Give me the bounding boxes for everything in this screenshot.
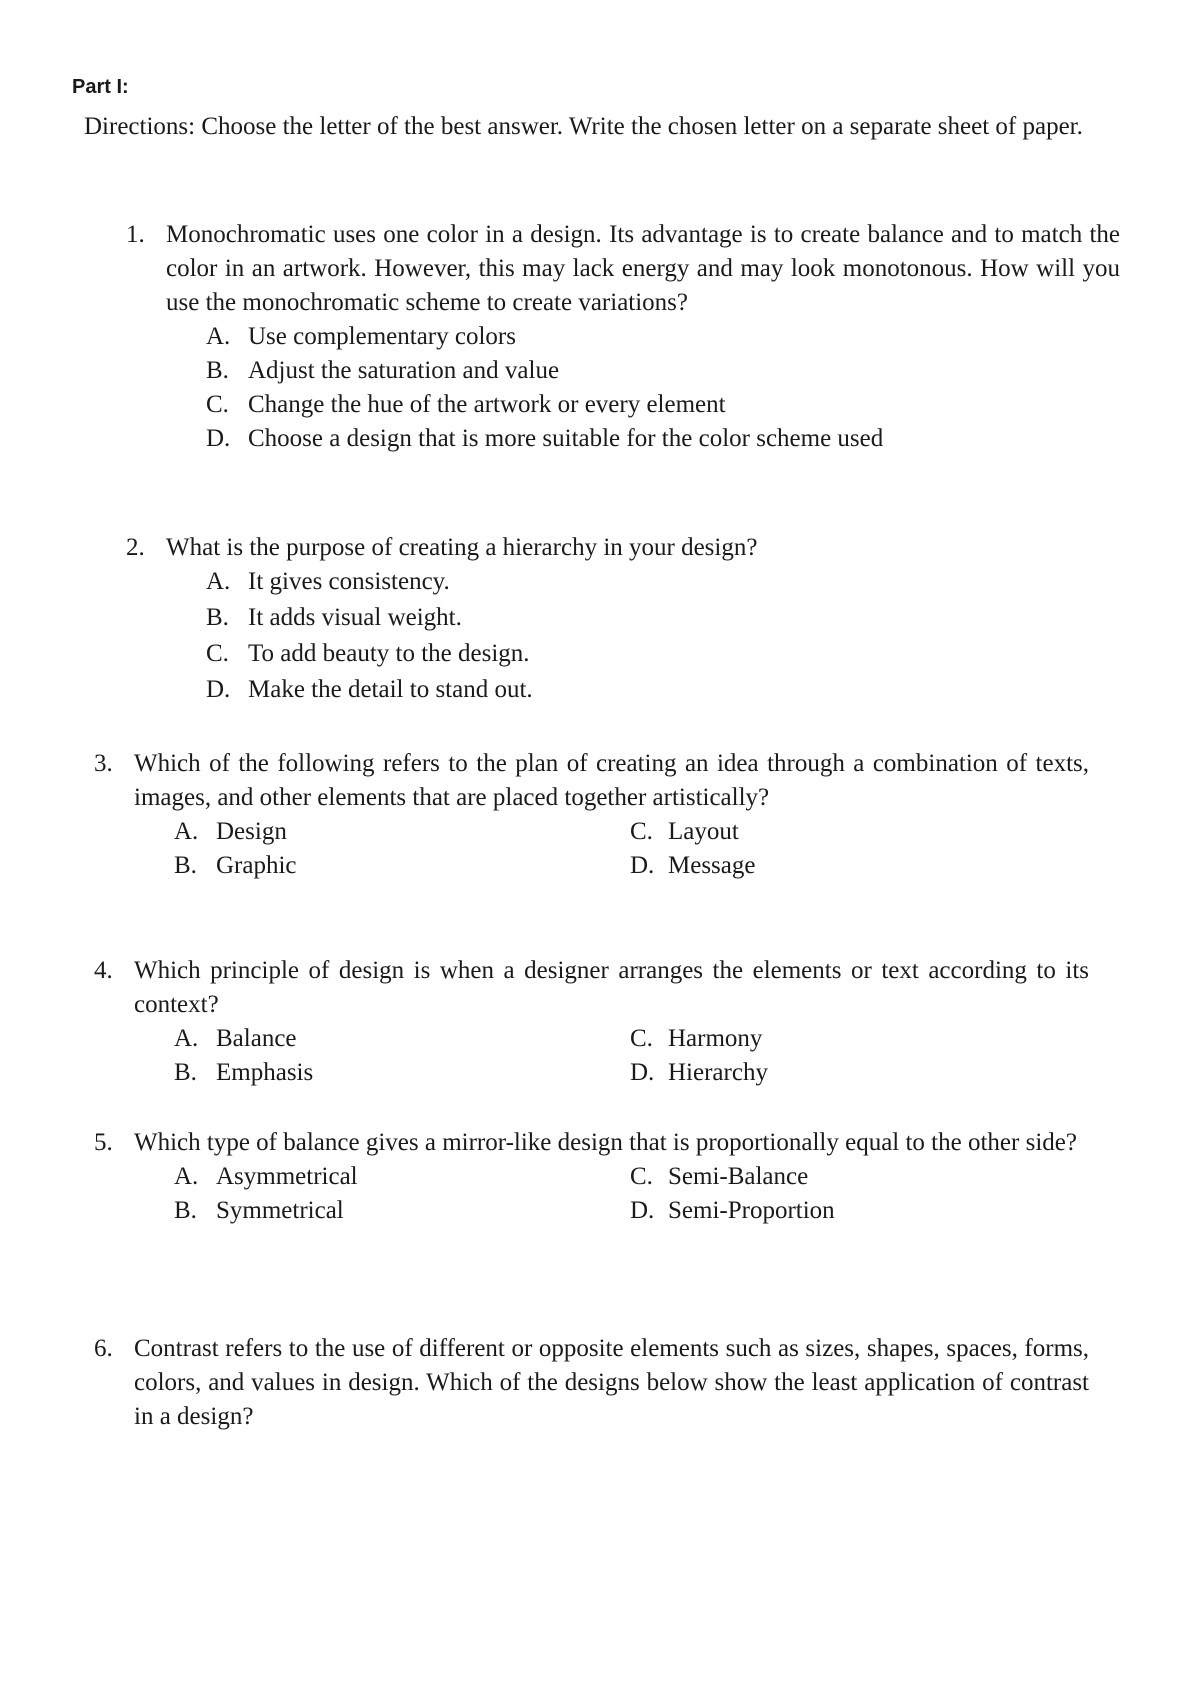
options-list bbox=[206, 320, 1120, 456]
option-a bbox=[206, 320, 1120, 354]
option-text: Layout bbox=[668, 818, 739, 845]
option-text: Graphic bbox=[216, 852, 297, 879]
question-number: 1. bbox=[126, 221, 145, 248]
directions-text: Directions: Choose the letter of the best answer. Write the chosen letter on a separate sheet of paper. bbox=[84, 113, 1083, 140]
option-letter: B. bbox=[174, 1197, 197, 1224]
option-letter: C. bbox=[630, 1163, 653, 1190]
option-letter: B. bbox=[174, 1059, 197, 1086]
option-letter: D. bbox=[206, 676, 231, 703]
option-a bbox=[174, 815, 574, 849]
option-letter: C. bbox=[630, 1025, 653, 1052]
option-text: Emphasis bbox=[216, 1059, 314, 1086]
option-text: Message bbox=[668, 852, 756, 879]
option-b bbox=[174, 1194, 574, 1228]
option-b bbox=[206, 354, 1120, 388]
option-letter: A. bbox=[206, 323, 231, 350]
options-grid bbox=[174, 815, 1089, 883]
question-6 bbox=[94, 1332, 1089, 1434]
option-d bbox=[206, 673, 1120, 709]
option-letter: C. bbox=[206, 391, 229, 418]
option-text: Harmony bbox=[668, 1025, 763, 1052]
option-letter: C. bbox=[206, 640, 229, 667]
option-c bbox=[630, 1022, 1030, 1056]
option-d bbox=[630, 1056, 1030, 1090]
question-text: Contrast refers to the use of different or opposite elements such as sizes, shapes, spaces, forms, colors, and values in design. Which of the designs below show the least application of contrast in a design? bbox=[134, 1335, 1089, 1430]
option-a bbox=[206, 565, 1120, 601]
option-b bbox=[174, 1056, 574, 1090]
option-c bbox=[630, 1160, 1030, 1194]
question-text: Which type of balance gives a mirror-like design that is proportionally equal to the other side? bbox=[134, 1129, 1077, 1156]
option-c bbox=[630, 815, 1030, 849]
question-number: 3. bbox=[94, 750, 113, 777]
option-c bbox=[206, 388, 1120, 422]
option-text: To add beauty to the design. bbox=[248, 640, 530, 667]
option-letter: D. bbox=[206, 425, 231, 452]
question-number: 4. bbox=[94, 957, 113, 984]
option-text: Asymmetrical bbox=[216, 1163, 358, 1190]
option-text: Semi-Proportion bbox=[668, 1197, 835, 1224]
option-text: Use complementary colors bbox=[248, 323, 516, 350]
question-number: 2. bbox=[126, 534, 145, 561]
option-text: Symmetrical bbox=[216, 1197, 344, 1224]
options-grid bbox=[174, 1022, 1089, 1090]
question-number: 5. bbox=[94, 1129, 113, 1156]
option-d bbox=[630, 1194, 1030, 1228]
option-letter: B. bbox=[206, 357, 229, 384]
question-5 bbox=[94, 1126, 1089, 1228]
option-text: Design bbox=[216, 818, 287, 845]
options-grid bbox=[174, 1160, 1089, 1228]
option-letter: A. bbox=[206, 568, 231, 595]
option-letter: C. bbox=[630, 818, 653, 845]
option-text: Hierarchy bbox=[668, 1059, 768, 1086]
option-text: Adjust the saturation and value bbox=[248, 357, 560, 384]
option-b bbox=[206, 601, 1120, 637]
option-letter: A. bbox=[174, 1163, 199, 1190]
question-2 bbox=[126, 531, 1120, 709]
option-letter: D. bbox=[630, 1059, 655, 1086]
option-text: Balance bbox=[216, 1025, 297, 1052]
option-letter: B. bbox=[206, 604, 229, 631]
option-text: Change the hue of the artwork or every element bbox=[248, 391, 726, 418]
option-letter: B. bbox=[174, 852, 197, 879]
option-letter: D. bbox=[630, 852, 655, 879]
option-a bbox=[174, 1160, 574, 1194]
question-1 bbox=[126, 218, 1120, 456]
option-text: Semi-Balance bbox=[668, 1163, 809, 1190]
option-text: It adds visual weight. bbox=[248, 604, 462, 631]
part-title: Part I: bbox=[72, 76, 129, 98]
question-text: Monochromatic uses one color in a design. Its advantage is to create balance and to match the color in an artwork. However, this may lack energy and may look monotonous. How will you use the monochromatic scheme to create variations? bbox=[166, 221, 1120, 316]
question-4 bbox=[94, 954, 1089, 1090]
question-text: Which of the following refers to the plan of creating an idea through a combination of texts, images, and other elements that are placed together artistically? bbox=[134, 750, 1089, 811]
option-letter: D. bbox=[630, 1197, 655, 1224]
option-letter: A. bbox=[174, 818, 199, 845]
question-text: Which principle of design is when a designer arranges the elements or text according to its context? bbox=[134, 957, 1089, 1018]
option-letter: A. bbox=[174, 1025, 199, 1052]
option-a bbox=[174, 1022, 574, 1056]
option-c bbox=[206, 637, 1120, 673]
option-d bbox=[206, 422, 1120, 456]
option-d bbox=[630, 849, 1030, 883]
option-text: Make the detail to stand out. bbox=[248, 676, 533, 703]
options-list bbox=[206, 565, 1120, 709]
option-text: Choose a design that is more suitable for the color scheme used bbox=[248, 425, 884, 452]
question-3 bbox=[94, 747, 1089, 883]
option-b bbox=[174, 849, 574, 883]
question-text: What is the purpose of creating a hierarchy in your design? bbox=[166, 534, 758, 561]
question-number: 6. bbox=[94, 1335, 113, 1362]
option-text: It gives consistency. bbox=[248, 568, 450, 595]
